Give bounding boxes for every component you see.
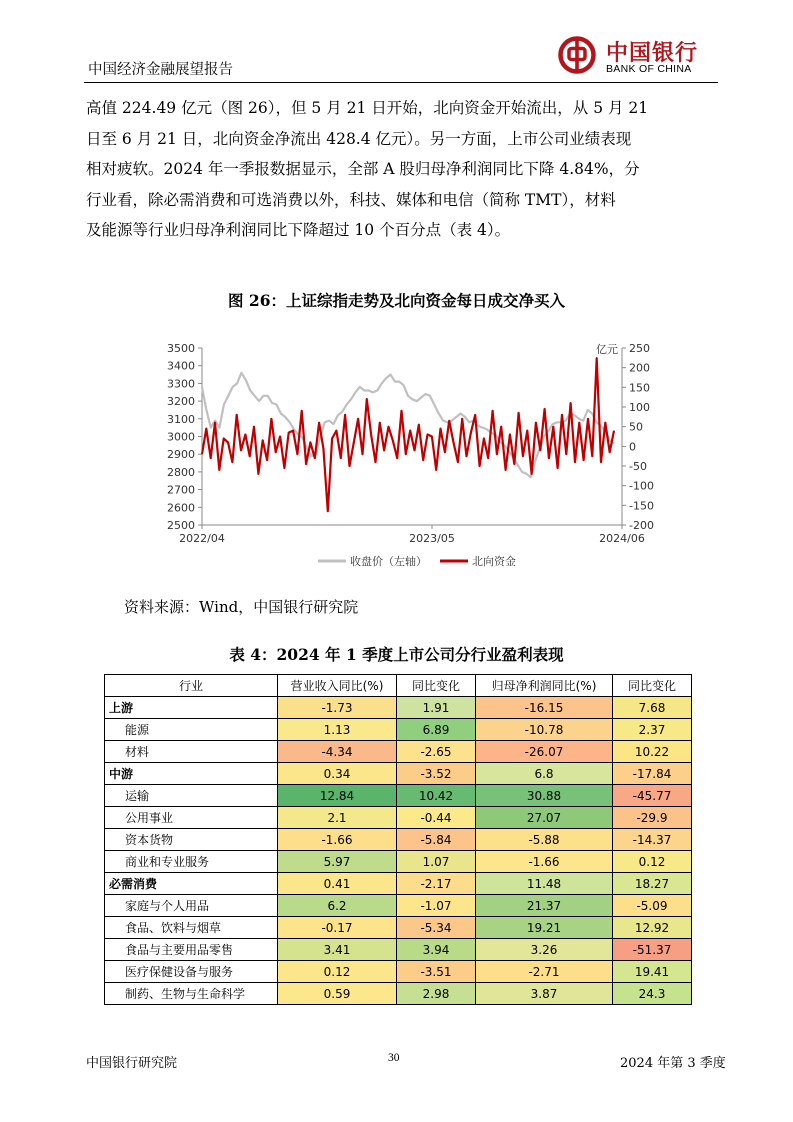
table-cell: -1.73 [278,697,397,719]
source-note: 资料来源：Wind，中国银行研究院 [124,598,359,616]
index-and-northbound-chart [150,335,670,580]
table-cell: 18.27 [613,873,692,895]
table-cell: -5.88 [476,829,613,851]
table-row [105,983,692,1005]
table-row [105,961,692,983]
table-header-row [105,675,692,697]
left-tick-label: 2800 [167,465,195,479]
x-tick-label: 2022/04 [179,532,225,545]
table-cell: -14.37 [613,829,692,851]
industry-name: 能源 [105,719,278,741]
table-cell: 1.07 [397,851,476,873]
logo-chinese-name: 中国银行 [606,40,699,66]
table-cell: 11.48 [476,873,613,895]
table-cell: 12.84 [278,785,397,807]
table-cell: -2.17 [397,873,476,895]
left-tick-label: 2700 [167,483,195,497]
table-cell: 21.37 [476,895,613,917]
right-tick-label: 50 [629,420,643,434]
footer-period: 2024 年第 3 季度 [620,1056,726,1071]
industry-profit-table [104,674,692,1005]
left-tick-label: 3500 [167,342,195,355]
table-cell: -26.07 [476,741,613,763]
table-cell: 3.26 [476,939,613,961]
table-row [105,829,692,851]
col-header-profit-change: 同比变化 [613,675,692,697]
industry-name: 商业和专业服务 [105,851,278,873]
table-cell: 6.8 [476,763,613,785]
left-tick-label: 3400 [167,359,195,373]
page-number: 30 [388,1052,400,1064]
report-title: 中国经济金融展望报告 [88,62,233,78]
table-cell: 2.37 [613,719,692,741]
table-cell: -2.71 [476,961,613,983]
table-cell: 0.59 [278,983,397,1005]
right-tick-label: 250 [629,342,650,355]
left-tick-label: 3200 [167,395,195,409]
paragraph-line: 日至 6 月 21 日，北向资金净流出 428.4 亿元）。另一方面，上市公司业绩表现 [86,129,632,148]
right-tick-label: -100 [629,479,654,493]
table-row [105,873,692,895]
table-cell: -5.84 [397,829,476,851]
figure-title: 图 26：上证综指走势及北向资金每日成交净买入 [228,291,565,310]
table-cell: -4.34 [278,741,397,763]
table-cell: -3.51 [397,961,476,983]
industry-name: 材料 [105,741,278,763]
legend-label-close: 收盘价（左轴） [350,555,427,568]
right-tick-label: 150 [629,381,650,395]
table-cell: -1.07 [397,895,476,917]
table-title: 表 4：2024 年 1 季度上市公司分行业盈利表现 [229,645,564,664]
table-cell: -5.09 [613,895,692,917]
table-cell: 24.3 [613,983,692,1005]
table-cell: 10.42 [397,785,476,807]
table-row [105,763,692,785]
industry-name: 上游 [105,697,278,719]
industry-name: 公用事业 [105,807,278,829]
table-cell: 0.34 [278,763,397,785]
industry-name: 食品与主要用品零售 [105,939,278,961]
paragraph-line: 及能源等行业归母净利润同比下降超过 10 个百分点（表 4）。 [86,221,511,239]
left-tick-label: 2600 [167,501,195,515]
table-cell: 0.12 [278,961,397,983]
table-row [105,741,692,763]
col-header-revenue-yoy: 营业收入同比(%) [278,675,397,697]
paragraph-line: 行业看，除必需消费和可选消费以外，科技、媒体和电信（简称 TMT），材料 [86,190,616,209]
header-divider [84,82,718,83]
table-cell: 30.88 [476,785,613,807]
right-tick-label: -50 [629,460,647,473]
col-header-profit-yoy: 归母净利润同比(%) [476,675,613,697]
col-header-industry: 行业 [105,675,278,697]
table-cell: -17.84 [613,763,692,785]
table-row [105,939,692,961]
left-tick-label: 3000 [167,430,195,444]
table-cell: -10.78 [476,719,613,741]
col-header-revenue-change: 同比变化 [397,675,476,697]
table-cell: 6.89 [397,719,476,741]
table-cell: -3.52 [397,763,476,785]
industry-name: 运输 [105,785,278,807]
industry-name: 资本货物 [105,829,278,851]
left-tick-label: 2500 [167,519,195,532]
series-northbound-line [202,358,614,511]
bank-of-china-logo-icon [558,36,596,74]
table-cell: -5.34 [397,917,476,939]
left-tick-label: 3100 [167,412,195,426]
legend-label-northbound: 北向资金 [472,555,516,568]
table-cell: 3.87 [476,983,613,1005]
left-tick-label: 3300 [167,377,195,391]
table-row [105,785,692,807]
table-cell: 10.22 [613,741,692,763]
left-tick-label: 2900 [167,448,195,462]
industry-name: 医疗保健设备与服务 [105,961,278,983]
footer-institution: 中国银行研究院 [86,1056,178,1071]
logo-english-name: BANK OF CHINA [606,63,692,75]
table-cell: 19.21 [476,917,613,939]
industry-name: 家庭与个人用品 [105,895,278,917]
table-row [105,807,692,829]
table-row [105,895,692,917]
right-tick-label: 0 [629,440,636,454]
table-cell: 5.97 [278,851,397,873]
table-cell: 2.98 [397,983,476,1005]
table-cell: 27.07 [476,807,613,829]
table-cell: 1.91 [397,697,476,719]
table-cell: -2.65 [397,741,476,763]
body-paragraph [86,93,718,246]
table-cell: 0.12 [613,851,692,873]
table-cell: 1.13 [278,719,397,741]
table-cell: 3.94 [397,939,476,961]
table-cell: -1.66 [476,851,613,873]
table-cell: -16.15 [476,697,613,719]
table-cell: 3.41 [278,939,397,961]
x-tick-label: 2024/06 [599,532,645,545]
industry-name: 中游 [105,763,278,785]
bank-logo [558,36,718,78]
table-row [105,851,692,873]
paragraph-line: 高值 224.49 亿元（图 26），但 5 月 21 日开始，北向资金开始流出，从 5 月 21 [86,99,649,117]
right-tick-label: -150 [629,499,654,513]
table-cell: 12.92 [613,917,692,939]
x-tick-label: 2023/05 [409,532,455,545]
right-tick-label: 200 [629,361,650,375]
right-axis-unit: 亿元 [596,343,618,356]
table-cell: 19.41 [613,961,692,983]
table-cell: -29.9 [613,807,692,829]
right-tick-label: -200 [629,519,654,532]
table-cell: -1.66 [278,829,397,851]
chart-legend [318,554,516,568]
table-cell: -0.17 [278,917,397,939]
industry-name: 必需消费 [105,873,278,895]
industry-name: 食品、饮料与烟草 [105,917,278,939]
paragraph-line: 相对疲软。2024 年一季报数据显示，全部 A 股归母净利润同比下降 4.84%，分 [86,160,640,178]
table-cell: -45.77 [613,785,692,807]
industry-name: 制药、生物与生命科学 [105,983,278,1005]
table-cell: 6.2 [278,895,397,917]
table-cell: -0.44 [397,807,476,829]
table-cell: 2.1 [278,807,397,829]
table-row [105,697,692,719]
table-cell: 7.68 [613,697,692,719]
table-row [105,719,692,741]
table-row [105,917,692,939]
table-cell: 0.41 [278,873,397,895]
right-tick-label: 100 [629,401,650,414]
series-close-price-line [202,373,614,477]
table-cell: -51.37 [613,939,692,961]
